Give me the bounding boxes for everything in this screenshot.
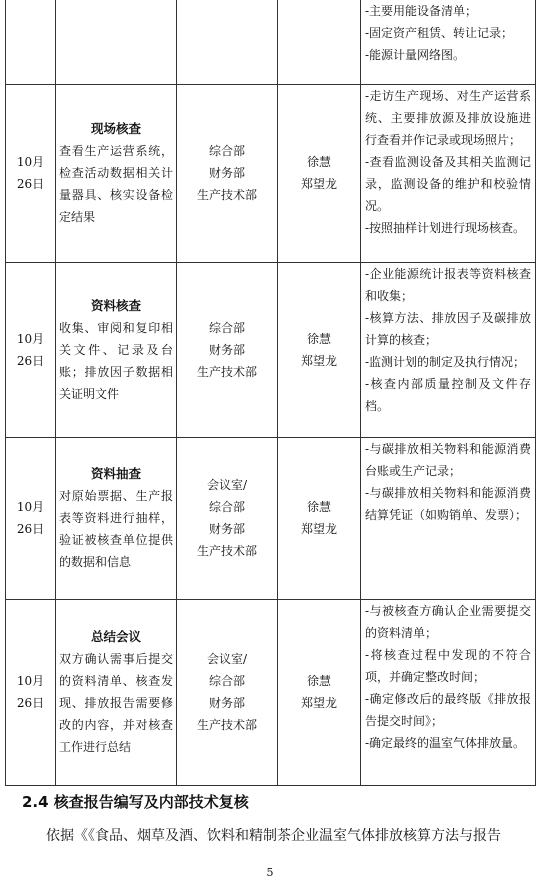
checklist-cell (361, 262, 536, 437)
department-name: 生产技术部 (196, 188, 257, 202)
person-name: 徐慧 (306, 155, 331, 169)
section-heading: 2.4 核查报告编写及内部技术复核 (22, 793, 249, 811)
date-text: 26日 (16, 522, 45, 536)
personnel-cell (278, 437, 361, 599)
department-name: 财务部 (208, 166, 245, 180)
checklist-item: -能源计量网络图。 (365, 48, 466, 62)
checklist-item: -确定最终的温室气体排放量。 (365, 735, 526, 750)
checklist-item: -走访生产现场、对生产运营系统、主要排放源及排放设施进行查看并作记录或现场照片； (365, 88, 531, 147)
activity-title: 资料抽查 (90, 466, 141, 481)
activity-cell (56, 262, 177, 437)
date-text: 10月 (16, 674, 45, 688)
person-name: 郑望龙 (300, 522, 337, 536)
personnel-cell (278, 599, 361, 785)
checklist-item: -企业能源统计报表等资料核查和收集； (365, 266, 531, 303)
checklist-item: -查看监测设备及其相关监测记录，监测设备的维护和校验情况。 (365, 154, 531, 213)
checklist-cell (361, 599, 536, 785)
department-name: 综合部 (208, 500, 245, 514)
department-name: 财务部 (208, 342, 245, 357)
activity-description: 双方确认需事后提交的资料清单、核查发现、排放报告需要修改的内容，并对核查工作进行总结 (59, 652, 173, 754)
date-cell (6, 599, 56, 785)
department-name: 生产技术部 (196, 718, 257, 732)
schedule-row (6, 437, 536, 599)
body-paragraph: 依据《《食品、烟草及酒、饮料和精制茶企业温室气体排放核算方法与报告 (46, 828, 501, 844)
department-name: 财务部 (208, 522, 245, 536)
date-text: 10月 (16, 331, 45, 346)
personnel-cell (278, 0, 361, 84)
checklist-item: -按照抽样计划进行现场核查。 (365, 220, 526, 235)
activity-title: 资料核查 (90, 297, 141, 313)
activity-cell (56, 84, 177, 262)
date-cell (6, 84, 56, 262)
schedule-row (6, 599, 536, 785)
page-number: 5 (266, 866, 274, 879)
schedule-row (6, 262, 536, 437)
person-name: 徐慧 (306, 331, 331, 346)
department-cell (177, 84, 278, 262)
checklist-item: -主要用能设备清单； (365, 4, 478, 18)
date-text: 26日 (16, 696, 45, 710)
department-name: 综合部 (208, 320, 245, 335)
activity-title: 现场核查 (90, 121, 141, 136)
activity-cell (56, 437, 177, 599)
date-cell (6, 262, 56, 437)
checklist-item: -核查内部质量控制及文件存档。 (365, 376, 531, 413)
activity-description: 对原始票据、生产报表等资料进行抽样，验证被核查单位提供的数据和信息 (59, 489, 173, 569)
person-name: 郑望龙 (300, 353, 337, 368)
checklist-item: -与碳排放相关物料和能源消费台账或生产记录； (365, 441, 531, 478)
checklist-item: -核算方法、排放因子及碳排放计算的核查； (365, 310, 531, 347)
checklist-item: -监测计划的制定及执行情况； (365, 354, 526, 369)
date-cell (6, 0, 56, 84)
person-name: 郑望龙 (300, 177, 337, 191)
activity-title: 总结会议 (90, 629, 141, 644)
checklist-item: -与碳排放相关物料和能源消费结算凭证（如购销单、发票）； (365, 485, 531, 522)
checklist-item: -将核查过程中发现的不符合项，并确定整改时间； (365, 647, 531, 684)
department-name: 会议室/ (206, 478, 248, 492)
activity-description: 收集、审阅和复印相关文件、记录及台账；排放因子数据相关证明文件 (59, 320, 173, 401)
checklist-item: -确定修改后的最终版《排放报告提交时间》； (365, 691, 531, 728)
department-name: 生产技术部 (196, 364, 257, 379)
date-cell (6, 437, 56, 599)
schedule-table (5, 0, 536, 786)
date-text: 26日 (16, 177, 45, 191)
checklist-item: -固定资产租赁、转让记录； (365, 26, 514, 40)
person-name: 徐慧 (306, 674, 331, 688)
department-name: 综合部 (208, 144, 245, 158)
department-name: 会议室/ (206, 652, 248, 666)
activity-description: 查看生产运营系统，检查活动数据相关计量器具、核实设备检定结果 (59, 144, 173, 224)
checklist-cell (361, 0, 536, 84)
activity-cell (56, 599, 177, 785)
department-cell (177, 0, 278, 84)
personnel-cell (278, 84, 361, 262)
person-name: 徐慧 (306, 500, 331, 514)
checklist-cell (361, 84, 536, 262)
date-text: 10月 (16, 155, 45, 169)
department-name: 综合部 (208, 674, 245, 688)
department-name: 财务部 (208, 696, 245, 710)
person-name: 郑望龙 (300, 696, 337, 710)
checklist-item: -与被核查方确认企业需要提交的资料清单； (365, 603, 531, 640)
department-cell (177, 599, 278, 785)
date-text: 10月 (16, 500, 45, 514)
department-cell (177, 262, 278, 437)
personnel-cell (278, 262, 361, 437)
department-name: 生产技术部 (196, 544, 257, 558)
checklist-cell (361, 437, 536, 599)
date-text: 26日 (16, 353, 45, 368)
department-cell (177, 437, 278, 599)
schedule-row (6, 0, 536, 84)
schedule-row (6, 84, 536, 262)
activity-cell (56, 0, 177, 84)
